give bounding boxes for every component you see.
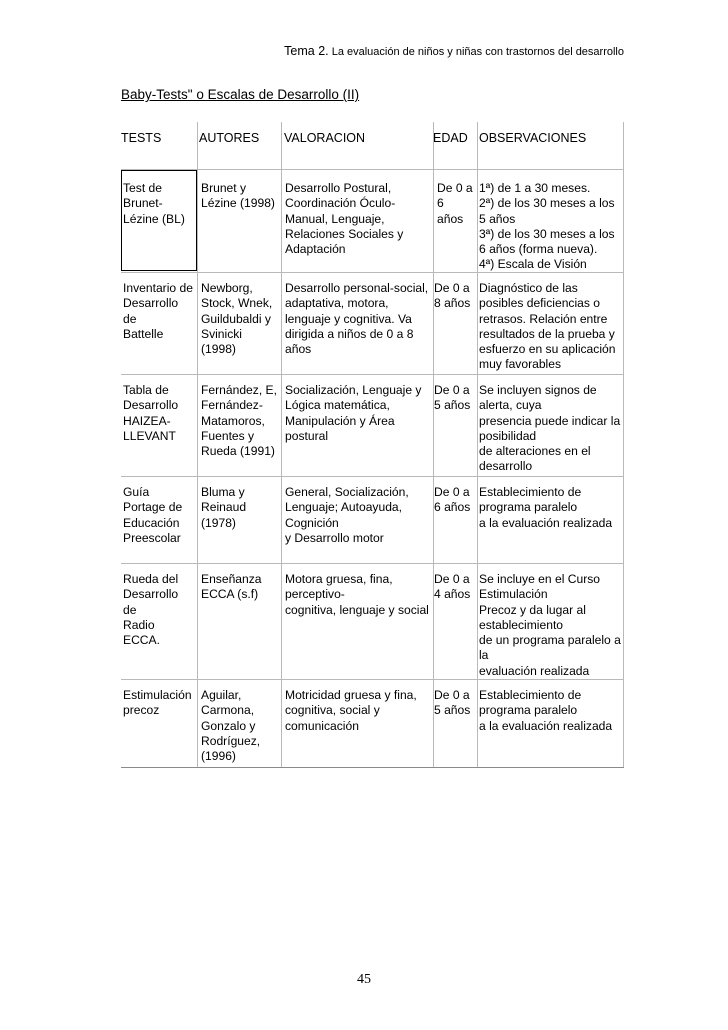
- cell-line: Se incluyen signos de: [479, 383, 597, 397]
- cell-line: Brunet y: [201, 181, 247, 195]
- cell-line: 2ª) de los 30 meses a los: [479, 196, 615, 211]
- cell-test: [123, 485, 182, 546]
- cell-edad: [434, 572, 470, 603]
- cell-line: 6: [437, 196, 444, 211]
- cell-line: Carmona,: [201, 703, 255, 718]
- header-tema-subtitle: La evaluación de niños y niñas con trastornos del desarrollo: [331, 46, 624, 58]
- cell-line: ECCA (s.f): [201, 587, 259, 602]
- cell-line: Adaptación: [285, 242, 346, 257]
- cell-line: 6 años (forma nueva).: [479, 242, 598, 257]
- cell-line: Fernández, E,: [201, 383, 277, 397]
- cell-test: [123, 688, 192, 719]
- cell-line: Inventario de: [123, 281, 193, 295]
- section-title: Baby-Tests" o Escalas de Desarrollo (II): [121, 87, 360, 102]
- cell-line: 6 años: [434, 500, 471, 515]
- cell-line: 4ª) Escala de Visión: [479, 257, 587, 272]
- cell-line: retrasos. Relación entre: [479, 311, 608, 326]
- cell-line: De 0 a: [434, 688, 470, 702]
- column-header-tests: TESTS: [121, 131, 162, 145]
- cell-line: 4 años: [434, 587, 471, 602]
- cell-valoracion: [285, 383, 421, 444]
- cell-edad: [434, 485, 470, 516]
- cell-edad: [434, 281, 470, 312]
- cell-line: Gonzalo y: [201, 718, 256, 733]
- cell-line: Reinaud: [201, 500, 247, 515]
- cell-line: Guía: [123, 485, 150, 499]
- cell-line: HAIZEA-: [123, 413, 171, 428]
- cell-line: programa paralelo: [479, 703, 578, 718]
- cell-edad: [434, 383, 470, 414]
- cell-line: ECCA.: [123, 633, 160, 648]
- cell-line: Socialización, Lenguaje y: [285, 383, 422, 397]
- cell-line: muy favorables: [479, 357, 562, 372]
- cell-line: Brunet-: [123, 196, 163, 211]
- cell-test: [123, 383, 178, 444]
- cell-line: de: [123, 311, 137, 326]
- cell-observaciones: [479, 485, 612, 531]
- running-header: [284, 44, 624, 58]
- cell-valoracion: [285, 181, 403, 257]
- cell-observaciones: [479, 383, 620, 475]
- cell-line: Desarrollo: [123, 296, 179, 311]
- cell-line: General, Socialización,: [285, 485, 409, 499]
- cell-line: Rueda del: [123, 572, 179, 586]
- cell-line: Svinicki: [201, 326, 242, 341]
- cell-line: Motora gruesa, fina,: [285, 572, 393, 586]
- cell-line: desarrollo: [479, 459, 533, 474]
- cell-line: evaluación realizada: [479, 663, 590, 678]
- cell-observaciones: [479, 688, 612, 734]
- column-divider: [623, 122, 624, 768]
- cell-line: esfuerzo en su aplicación: [479, 342, 616, 357]
- cell-line: Educación: [123, 515, 180, 530]
- cell-line: Newborg,: [201, 281, 253, 295]
- cell-line: Rueda (1991): [201, 444, 275, 459]
- cell-line: Diagnóstico de las: [479, 281, 578, 295]
- cell-line: (1996): [201, 749, 236, 764]
- cell-line: años: [285, 342, 312, 357]
- cell-line: Relaciones Sociales y: [285, 226, 404, 241]
- cell-test: [123, 281, 193, 342]
- cell-line: Cognición: [285, 515, 339, 530]
- cell-line: Lézine (1998): [201, 196, 275, 211]
- column-header-observaciones: OBSERVACIONES: [479, 131, 587, 145]
- cell-line: Coordinación Óculo-: [285, 196, 396, 211]
- cell-line: resultados de la prueba y: [479, 326, 615, 341]
- row-divider: [121, 563, 624, 564]
- cell-line: Bluma y: [201, 485, 245, 499]
- header-tema-label: Tema 2.: [284, 44, 329, 58]
- cell-autores: [201, 181, 275, 212]
- cell-line: Lézine (BL): [123, 211, 185, 226]
- cell-test: [123, 572, 178, 648]
- page-number: 45: [357, 972, 371, 987]
- cell-line: 5 años: [434, 398, 471, 413]
- cell-line: Desarrollo: [123, 587, 179, 602]
- cell-autores: [201, 485, 246, 531]
- cell-line: De 0 a: [434, 383, 470, 397]
- cell-line: a la evaluación realizada: [479, 515, 613, 530]
- cell-line: Desarrollo: [123, 398, 179, 413]
- row-divider: [121, 679, 624, 680]
- cell-line: Radio: [123, 617, 155, 632]
- cell-line: establecimiento: [479, 617, 564, 632]
- cell-line: De 0 a: [434, 572, 470, 586]
- column-divider: [281, 122, 282, 768]
- cell-line: Tabla de: [123, 383, 169, 397]
- cell-line: Fernández-: [201, 398, 263, 413]
- cell-line: Manual, Lenguaje,: [285, 211, 385, 226]
- cell-line: Rodríguez,: [201, 733, 261, 748]
- cell-valoracion: [285, 572, 429, 618]
- cell-line: 5 años: [434, 703, 471, 718]
- cell-line: Guildubaldi y: [201, 311, 271, 326]
- cell-line: alerta, cuya: [479, 398, 542, 413]
- row-divider: [121, 476, 624, 477]
- cell-observaciones: [479, 572, 621, 679]
- cell-line: Lenguaje; Autoayuda,: [285, 500, 403, 515]
- cell-line: posibles deficiencias o: [479, 296, 601, 311]
- cell-line: postural: [285, 428, 329, 443]
- cell-line: Stock, Wnek,: [201, 296, 273, 311]
- cell-edad: [437, 181, 473, 227]
- cell-valoracion: [285, 281, 428, 357]
- column-header-autores: AUTORES: [199, 131, 260, 145]
- cell-line: De 0 a: [434, 485, 470, 499]
- cell-line: programa paralelo: [479, 500, 578, 515]
- table-bottom-border: [121, 767, 624, 768]
- cell-line: de: [123, 602, 137, 617]
- cell-line: la: [479, 648, 489, 663]
- cell-line: años: [437, 211, 464, 226]
- cell-line: Motricidad gruesa y fina,: [285, 688, 417, 702]
- cell-line: Establecimiento de: [479, 688, 582, 702]
- cell-line: De 0 a: [437, 181, 473, 195]
- cell-line: Se incluye en el Curso: [479, 572, 601, 586]
- cell-valoracion: [285, 485, 409, 546]
- column-header-valoracion: VALORACION: [284, 131, 366, 145]
- column-divider: [477, 122, 478, 768]
- cell-line: dirigida a niños de 0 a 8: [285, 326, 414, 341]
- cell-line: 1ª) de 1 a 30 meses.: [479, 181, 591, 195]
- column-header-edad: EDAD: [433, 131, 468, 145]
- cell-line: Fuentes y: [201, 428, 255, 443]
- cell-line: Establecimiento de: [479, 485, 582, 499]
- column-divider: [433, 122, 434, 768]
- cell-edad: [434, 688, 470, 719]
- cell-line: de alteraciones en el: [479, 444, 591, 459]
- cell-line: (1998): [201, 342, 236, 357]
- cell-line: LLEVANT: [123, 428, 176, 443]
- cell-line: Test de: [123, 181, 162, 195]
- cell-line: cognitiva, social y: [285, 703, 380, 718]
- cell-observaciones: [479, 181, 615, 273]
- cell-autores: [201, 688, 260, 764]
- cell-line: 5 años: [479, 211, 516, 226]
- cell-line: Portage de: [123, 500, 183, 515]
- cell-line: a la evaluación realizada: [479, 718, 613, 733]
- cell-test: [123, 181, 185, 227]
- cell-line: Manipulación y Área: [285, 413, 395, 428]
- cell-line: Enseñanza: [201, 572, 262, 586]
- cell-line: De 0 a: [434, 281, 470, 295]
- cell-line: y Desarrollo motor: [285, 530, 384, 545]
- cell-line: Estimulación: [479, 587, 548, 602]
- cell-line: Battelle: [123, 326, 164, 341]
- cell-line: Preescolar: [123, 530, 181, 545]
- cell-line: 8 años: [434, 296, 471, 311]
- cell-line: presencia puede indicar la: [479, 413, 621, 428]
- cell-line: lenguaje y cognitiva. Va: [285, 311, 412, 326]
- cell-line: de un programa paralelo a: [479, 633, 621, 648]
- cell-line: Desarrollo Postural,: [285, 181, 392, 195]
- cell-line: 3ª) de los 30 meses a los: [479, 226, 615, 241]
- cell-line: (1978): [201, 515, 236, 530]
- cell-line: Aguilar,: [201, 688, 242, 702]
- cell-line: Precoz y da lugar al: [479, 602, 586, 617]
- cell-line: perceptivo-: [285, 587, 345, 602]
- cell-autores: [201, 383, 277, 459]
- cell-line: posibilidad: [479, 428, 537, 443]
- cell-autores: [201, 281, 272, 357]
- tests-table: [121, 122, 624, 768]
- cell-line: adaptativa, motora,: [285, 296, 389, 311]
- column-divider: [197, 122, 198, 768]
- cell-line: precoz: [123, 703, 160, 718]
- row-divider: [121, 374, 624, 375]
- cell-valoracion: [285, 688, 417, 734]
- cell-line: Matamoros,: [201, 413, 265, 428]
- cell-line: cognitiva, lenguaje y social: [285, 602, 429, 617]
- cell-line: Estimulación: [123, 688, 192, 702]
- cell-autores: [201, 572, 262, 603]
- cell-line: Desarrollo personal-social,: [285, 281, 429, 295]
- cell-observaciones: [479, 281, 615, 373]
- cell-line: comunicación: [285, 718, 359, 733]
- cell-line: Lógica matemática,: [285, 398, 390, 413]
